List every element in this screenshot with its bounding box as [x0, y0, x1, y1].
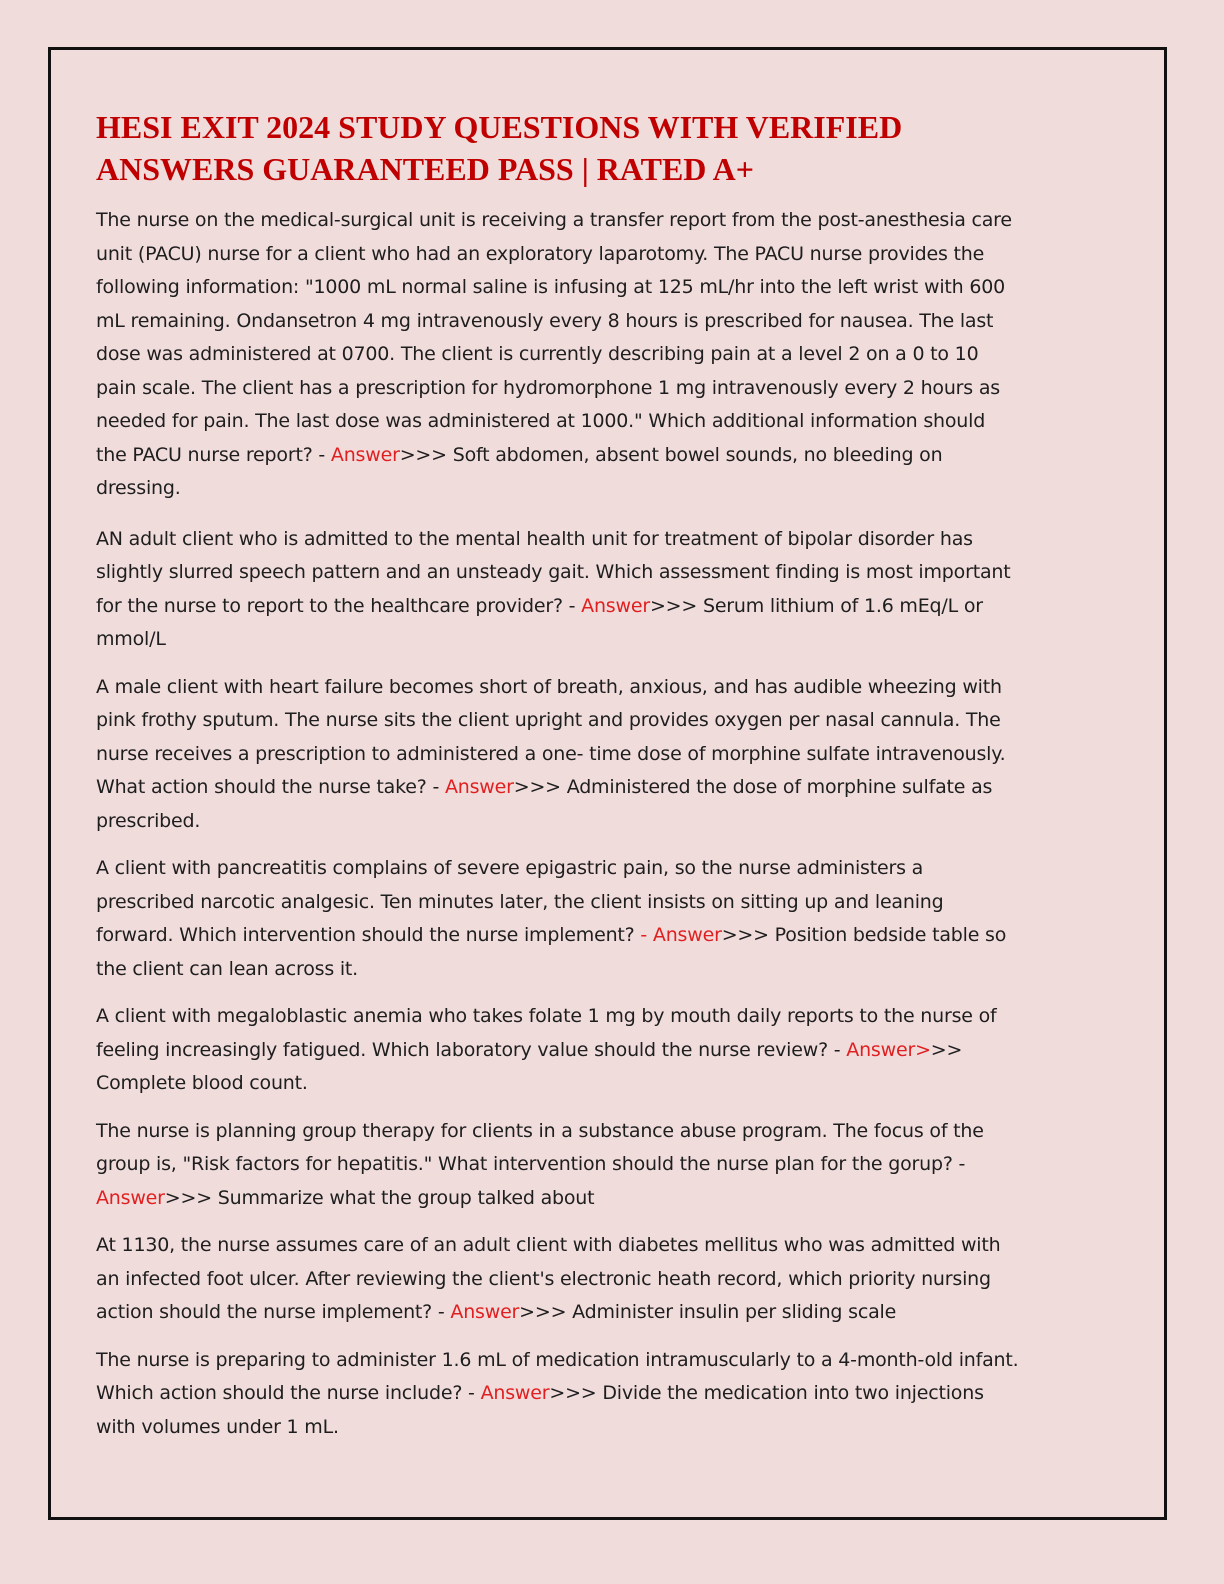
question-text: The nurse on the medical-surgical unit is receiving a transfer report from the post-anesthesia care unit (PACU) nurse for a client who had an exploratory laparotomy. The PACU nurse provides the following information: "1000 mL normal saline is infusing at 125 mL/hr into the left wrist with 600 mL remaining. Ondansetron 4 mg intravenously every 8 hours is prescribed for nausea. The last dose was administered at 0700. The client is currently describing pain at a level 2 on a 0 to 10 pain scale. The client has a prescription for hydromorphone 1 mg intravenously every 2 hours as needed for pain. The last dose was administered at 1000." Which additional information should the PACU nurse report? - — [96, 209, 1012, 466]
qa-item — [96, 852, 1021, 986]
answer-label: Answer — [480, 1382, 550, 1404]
answer-label: Answer — [330, 443, 400, 466]
qa-item — [96, 1000, 1021, 1101]
answer-label: Answer — [444, 776, 514, 798]
question-text: A male client with heart failure becomes short of breath, anxious, and has audible wheezing with pink frothy sputum. The nurse sits the client upright and provides oxygen per nasal cannula. The nurse receives a prescription to administered a one- time dose of morphine sulfate intravenously. What action should the nurse take? - — [96, 675, 1006, 798]
answer-label: Answer — [96, 1186, 165, 1209]
answer-text: >> Complete blood count. — [96, 1038, 963, 1094]
answer-text: >>> Divide the medication into two injections with volumes under 1 mL. — [96, 1382, 984, 1438]
document-body — [96, 106, 1021, 1458]
qa-item — [96, 523, 1021, 657]
answer-text: >>> Serum lithium of 1.6 mEq/L or mmol/L — [96, 594, 983, 650]
question-text: The nurse is preparing to administer 1.6 mL of medication intramuscularly to a 4-month-old infant. Which action should the nurse include? - — [96, 1348, 1019, 1404]
qa-item — [96, 671, 1021, 839]
answer-label: Answer — [450, 1301, 520, 1323]
answer-text: >>> Soft abdomen, absent bowel sounds, no bleeding on dressing. — [96, 443, 943, 499]
question-text: At 1130, the nurse assumes care of an adult client with diabetes mellitus who was admitted with an infected foot ulcer. After reviewing the client's electronic heath record, which priority nursing action should the nurse implement? - — [96, 1234, 1001, 1323]
question-text: The nurse is planning group therapy for clients in a substance abuse program. The focus of the group is, "Risk factors for hepatitis." What intervention should the nurse plan for the gorup? - — [96, 1119, 984, 1175]
answer-text: >>> Administered the dose of morphine sulfate as prescribed. — [96, 776, 993, 832]
answer-label: - Answer — [640, 924, 722, 946]
qa-item — [96, 1229, 1021, 1330]
qa-item — [96, 1344, 1021, 1445]
page-title: HESI EXIT 2024 STUDY QUESTIONS WITH VERIFIED ANSWERS GUARANTEED PASS | RATED A+ — [96, 109, 903, 187]
qa-item — [96, 1115, 1021, 1216]
answer-text: >>> Summarize what the group talked about — [164, 1186, 595, 1209]
answer-label: Answer — [581, 594, 650, 617]
answer-label: Answer> — [846, 1038, 931, 1061]
answer-text: >>> Administer insulin per sliding scale — [519, 1301, 897, 1323]
qa-item — [96, 204, 1021, 506]
question-text: A client with pancreatitis complains of severe epigastric pain, so the nurse administers a prescribed narcotic analgesic. Ten minutes later, the client insists on sitting up and leaning forward. Which intervention should the nurse implement? — [96, 857, 944, 946]
answer-text: >>> Position bedside table so the client can lean across it. — [96, 924, 1007, 980]
question-text: A client with megaloblastic anemia who takes folate 1 mg by mouth daily reports to the nurse of feeling increasingly fatigued. Which laboratory value should the nurse review? - — [96, 1005, 997, 1061]
question-text: AN adult client who is admitted to the mental health unit for treatment of bipolar disorder has slightly slurred speech pattern and an unsteady gait. Which assessment finding is most important for the nurse to report to the healthcare provider? - — [96, 527, 1011, 617]
